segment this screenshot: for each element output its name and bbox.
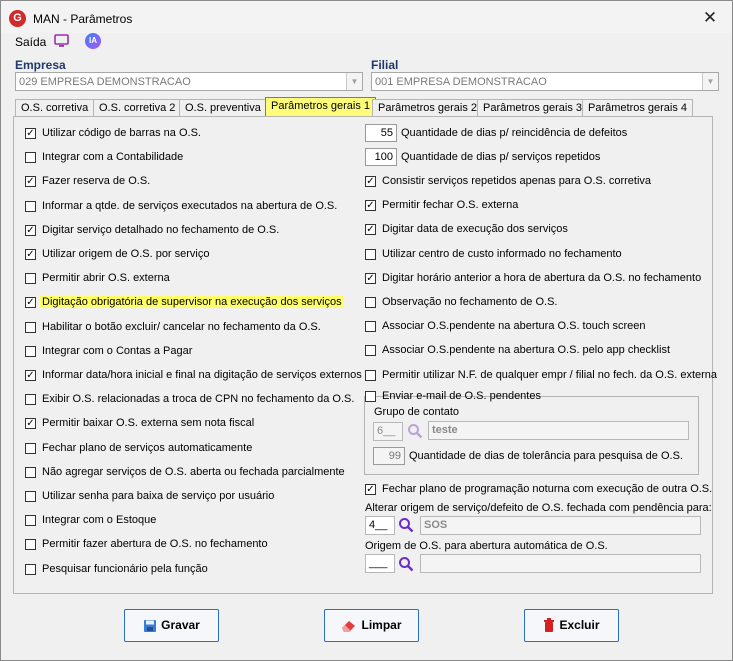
option-label: Exibir O.S. relacionadas a troca de CPN no fechamento da O.S. xyxy=(42,393,355,406)
option-label: Digitar data de execução dos serviços xyxy=(382,223,568,236)
option-label: Utilizar código de barras na O.S. xyxy=(42,127,201,139)
option-label: Digitação obrigatória de supervisor na execução dos serviços xyxy=(42,296,342,309)
option-label: Associar O.S.pendente na abertura O.S. touch screen xyxy=(382,320,646,333)
checkbox-box[interactable] xyxy=(25,394,36,405)
origem-automatica-name xyxy=(420,554,701,573)
app-logo-icon: G xyxy=(9,10,26,27)
repetidos-input[interactable]: 100 xyxy=(365,148,397,166)
option-label: Digitar serviço detalhado no fechamento de O.S. xyxy=(42,223,280,236)
option-label: Permitir fazer abertura de O.S. no fechamento xyxy=(42,538,268,551)
gravar-button[interactable] xyxy=(124,609,219,642)
option-label: Permitir abrir O.S. externa xyxy=(42,272,170,285)
grupo-contato-label: Grupo de contato xyxy=(374,406,460,418)
tab-parametros-gerais-1[interactable]: Parâmetros gerais 1 xyxy=(265,97,376,117)
option-label: Informar a qtde. de serviços executados na abertura de O.S. xyxy=(42,199,338,212)
option-label: Utilizar origem de O.S. por serviço xyxy=(42,248,210,260)
tab-os-corretiva-2[interactable]: O.S. corretiva 2 xyxy=(93,99,181,117)
search-icon[interactable] xyxy=(398,556,414,572)
option-label: Permitir utilizar N.F. de qualquer empr / filial no fech. da O.S. externa xyxy=(382,368,718,381)
grupo-contato-name: teste xyxy=(428,421,689,440)
grupo-contato-code[interactable]: 6__ xyxy=(373,422,403,441)
option-label: Não agregar serviços de O.S. aberta ou fechada parcialmente xyxy=(42,465,345,478)
fechar-plano-label: Fechar plano de programação noturna com execução de outra O.S. xyxy=(382,483,713,495)
tab-parametros-gerais-3[interactable]: Parâmetros gerais 3 xyxy=(477,99,588,117)
origem-automatica-code[interactable]: ___ xyxy=(365,554,395,573)
option-label: Digitar horário anterior a hora de abertura da O.S. no fechamento xyxy=(382,271,702,284)
origem-automatica-label: Origem de O.S. para abertura automática de O.S. xyxy=(365,540,608,552)
tab-os-corretiva[interactable]: O.S. corretiva xyxy=(15,99,94,117)
alterar-origem-name: SOS xyxy=(420,516,701,535)
option-label: Informar data/hora inicial e final na digitação de serviços externos xyxy=(42,369,362,381)
checkbox-box[interactable]: ✓ xyxy=(366,176,375,187)
option-label: Permitir baixar O.S. externa sem nota fiscal xyxy=(42,417,255,430)
empresa-label: Empresa xyxy=(15,58,66,72)
checkbox-box[interactable] xyxy=(25,201,36,212)
trash-icon xyxy=(543,618,555,633)
checkbox-box[interactable] xyxy=(365,345,376,356)
ia-assistant-icon[interactable]: IA xyxy=(85,33,101,49)
checkbox-box[interactable]: ✓ xyxy=(366,484,375,495)
option-label: Pesquisar funcionário pela função xyxy=(42,562,208,575)
option-label: Integrar com a Contabilidade xyxy=(42,151,184,164)
option-label: Permitir fechar O.S. externa xyxy=(382,199,519,212)
chevron-down-icon[interactable]: ▼ xyxy=(346,73,362,90)
option-label: Fazer reserva de O.S. xyxy=(42,175,151,188)
floppy-disk-icon xyxy=(143,619,157,633)
limpar-button[interactable] xyxy=(324,609,419,642)
checkbox-box[interactable] xyxy=(365,391,376,402)
option-label: Integrar com o Estoque xyxy=(42,514,157,527)
tolerancia-input[interactable]: 99 xyxy=(373,447,405,465)
checkbox-box[interactable]: ✓ xyxy=(26,297,35,309)
search-icon[interactable] xyxy=(398,517,414,533)
checkbox-box[interactable] xyxy=(365,249,376,260)
reincidencia-label: Quantidade de dias p/ reincidência de defeitos xyxy=(401,127,628,139)
email-pendentes-checkbox[interactable] xyxy=(365,389,541,405)
monitor-icon[interactable] xyxy=(54,34,69,48)
checkbox-box[interactable] xyxy=(365,321,376,332)
checkbox-box[interactable] xyxy=(25,515,36,526)
chevron-down-icon[interactable]: ▼ xyxy=(702,73,718,90)
repetidos-label: Quantidade de dias p/ serviços repetidos xyxy=(401,151,601,163)
excluir-label: Excluir xyxy=(559,618,600,632)
option-label: Fechar plano de serviços automaticamente xyxy=(42,441,253,454)
alterar-origem-code[interactable]: 4__ xyxy=(365,516,395,535)
close-button[interactable]: ✕ xyxy=(702,8,718,27)
checkbox-box[interactable] xyxy=(25,322,36,333)
option-label: Utilizar centro de custo informado no fechamento xyxy=(382,247,622,260)
checkbox-box[interactable] xyxy=(25,539,36,550)
option-label: Observação no fechamento de O.S. xyxy=(382,296,558,308)
checkbox-box[interactable] xyxy=(365,370,376,381)
excluir-button[interactable] xyxy=(524,609,619,642)
checkbox-box[interactable] xyxy=(25,491,36,502)
title-bar xyxy=(1,1,732,33)
reincidencia-input[interactable]: 55 xyxy=(365,124,397,142)
option-label: Integrar com o Contas a Pagar xyxy=(42,344,193,357)
checkbox-box[interactable]: ✓ xyxy=(26,370,35,381)
option-label: Habilitar o botão excluir/ cancelar no fechamento da O.S. xyxy=(42,320,321,333)
menu-saida[interactable]: Saída xyxy=(15,35,47,49)
limpar-label: Limpar xyxy=(361,618,402,632)
checkbox-box[interactable]: ✓ xyxy=(26,176,35,188)
checkbox-box[interactable] xyxy=(365,297,376,308)
eraser-icon xyxy=(341,619,357,633)
tab-os-preventiva[interactable]: O.S. preventiva xyxy=(179,99,267,117)
empresa-value: 029 EMPRESA DEMONSTRACAO xyxy=(19,76,191,88)
tab-parametros-gerais-2[interactable]: Parâmetros gerais 2 xyxy=(372,99,483,117)
checkbox-box[interactable]: ✓ xyxy=(26,418,35,430)
checkbox-box[interactable]: ✓ xyxy=(366,224,375,236)
checkbox-box[interactable]: ✓ xyxy=(26,224,35,236)
checkbox-box[interactable]: ✓ xyxy=(366,272,375,284)
search-icon[interactable] xyxy=(407,423,423,439)
window-title: MAN - Parâmetros xyxy=(33,12,133,26)
checkbox-box[interactable] xyxy=(25,467,36,478)
alterar-origem-label: Alterar origem de serviço/defeito de O.S. fechada com pendência para: xyxy=(365,502,712,514)
empresa-select[interactable] xyxy=(15,72,363,91)
email-pendentes-label: Enviar e-mail de O.S. pendentes xyxy=(382,390,541,402)
checkbox-box[interactable] xyxy=(25,273,36,284)
checkbox-box[interactable] xyxy=(25,346,36,357)
option-label: Associar O.S.pendente na abertura O.S. pelo app checklist xyxy=(382,344,670,357)
checkbox-box[interactable] xyxy=(25,564,36,575)
checkbox-box[interactable]: ✓ xyxy=(26,128,35,139)
option-label: Utilizar senha para baixa de serviço por usuário xyxy=(42,490,275,502)
checkbox-box[interactable]: ✓ xyxy=(26,249,35,260)
tab-parametros-gerais-4[interactable]: Parâmetros gerais 4 xyxy=(582,99,693,117)
filial-value: 001 EMPRESA DEMONSTRACAO xyxy=(375,76,547,88)
option-label: Consistir serviços repetidos apenas para O.S. corretiva xyxy=(382,175,652,187)
gravar-label: Gravar xyxy=(161,618,200,632)
filial-label: Filial xyxy=(371,58,399,72)
tolerancia-label: Quantidade de dias de tolerância para pesquisa de O.S. xyxy=(409,450,683,462)
checkbox-box[interactable] xyxy=(25,152,36,163)
filial-select[interactable] xyxy=(371,72,719,91)
checkbox-box[interactable] xyxy=(25,443,36,454)
checkbox-box[interactable]: ✓ xyxy=(366,200,375,212)
